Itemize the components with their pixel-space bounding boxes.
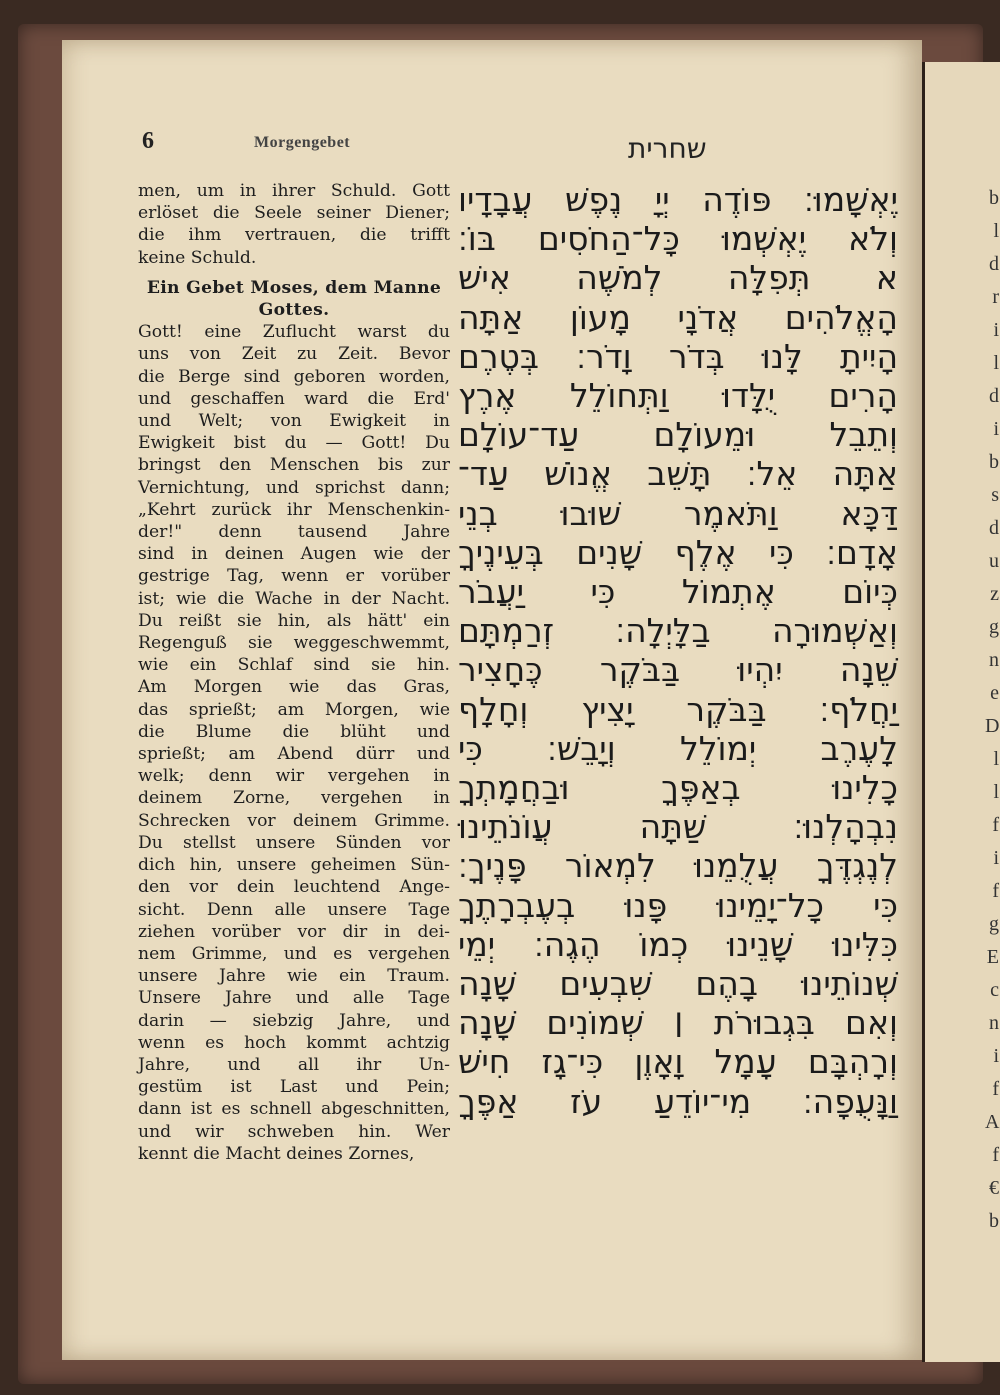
german-text-line: Du stellst unsere Sünden vor: [138, 832, 450, 853]
edge-letter: s: [991, 484, 999, 506]
german-text-line: unsere Jahre wie ein Traum.: [138, 966, 450, 987]
german-text-line: die Berge sind geboren worden,: [138, 366, 450, 387]
hebrew-text-line: וְרָהְבָּם עָמָל וָאָוֶן כִּי־גָז חִישׁ: [458, 1042, 898, 1082]
edge-letter: g: [989, 913, 999, 935]
hebrew-text-line: וְאִם בִּגְבוּרֹת ׀ שְׁמוֹנִים שָׁנָה: [458, 1003, 898, 1043]
hebrew-text-line: וַנָּעֻפָה׃ מִי־יוֹדֵעַ עֹז אַפֶּךָ: [458, 1081, 898, 1121]
hebrew-text-line: וְלֹא יֶאְשְׁמוּ כָּל־הַחֹסִים בּוֹ׃: [458, 219, 898, 259]
german-text-line: erlöset die Seele seiner Diener;: [138, 203, 450, 224]
german-text-line: Gott! eine Zuflucht warst du: [138, 322, 450, 343]
right-page-edge-text: [985, 182, 999, 1238]
edge-letter: g: [989, 616, 999, 638]
hebrew-running-head: שחרית: [628, 132, 707, 165]
hebrew-text-line: שֵׁנָה יִהְיוּ בַּבֹּקֶר כֶּחָצִיר: [458, 650, 898, 690]
hebrew-text-line: הָרִים יֻלָּדוּ וַתְּחוֹלֵל אֶרֶץ: [458, 376, 898, 416]
hebrew-text-line: הָאֱלֹהִים אֲדֹנָי מָעוֹן אַתָּה: [458, 297, 898, 337]
edge-letter: i: [993, 847, 999, 869]
hebrew-text-line: כָלִינוּ בְאַפֶּךָ וּבַחֲמָתְךָ: [458, 768, 898, 808]
hebrew-text-line: אַתָּה אֵל׃ תָּשֵׁב אֱנוֹשׁ עַד־: [458, 454, 898, 494]
german-text-line: sicht. Denn alle unsere Tage: [138, 899, 450, 920]
german-text-line: gestüm ist Last und Pein;: [138, 1077, 450, 1098]
edge-letter: b: [989, 451, 999, 473]
german-text-line: bringst den Menschen bis zur: [138, 455, 450, 476]
german-text-line: das sprießt; am Morgen, wie: [138, 699, 450, 720]
edge-letter: €: [989, 1177, 999, 1199]
hebrew-text-line: הָיִיתָ לָּנוּ בְּדֹר וָדֹר׃ בְּטֶרֶם: [458, 336, 898, 376]
german-text-line: dich hin, unsere geheimen Sün-: [138, 855, 450, 876]
hebrew-text-line: שְׁנוֹתֵינוּ בָהֶם שִׁבְעִים שָׁנָה: [458, 964, 898, 1004]
german-text-line: uns von Zeit zu Zeit. Bevor: [138, 344, 450, 365]
edge-letter: i: [993, 1045, 999, 1067]
german-text-line: die ihm vertrauen, die trifft: [138, 225, 450, 246]
german-text-line: und wir schweben hin. Wer: [138, 1121, 450, 1142]
edge-letter: i: [993, 418, 999, 440]
german-text-line: die Blume die blüht und: [138, 721, 450, 742]
edge-letter: f: [992, 880, 999, 902]
hebrew-text-line: לְנֶגְדֶּךָ עֲלֻמֵנוּ לִמְאוֹר פָּנֶיךָ׃: [458, 846, 898, 886]
edge-letter: l: [993, 748, 999, 770]
german-text-line: und geschaffen ward die Erd': [138, 388, 450, 409]
german-text-line: den vor dein leuchtend Ange-: [138, 877, 450, 898]
hebrew-text-line: יַחֲלֹף׃ בַּבֹּקֶר יָצִיץ וְחָלָף: [458, 689, 898, 729]
hebrew-text-line: כִּלִּינוּ שָׁנֵינוּ כְמוֹ הֶגֶה׃ יְמֵי: [458, 924, 898, 964]
hebrew-text-line: וְתֵבֵל וּמֵעוֹלָם עַד־עוֹלָם: [458, 415, 898, 455]
hebrew-column: [458, 180, 898, 1121]
german-text-line: Schrecken vor deinem Grimme.: [138, 810, 450, 831]
edge-letter: b: [989, 187, 999, 209]
german-text-line: wie ein Schlaf sind sie hin.: [138, 655, 450, 676]
edge-letter: e: [990, 682, 999, 704]
hebrew-text-line: כִּי כָל־יָמֵינוּ פָּנוּ בְעֶבְרָתֶךָ: [458, 885, 898, 925]
german-text-line: nem Grimme, und es vergehen: [138, 943, 450, 964]
edge-letter: u: [989, 550, 999, 572]
edge-letter: E: [986, 946, 999, 968]
german-text-line: keine Schuld.: [138, 247, 257, 268]
german-text-line: ist; wie die Wache in der Nacht.: [138, 588, 450, 609]
german-column: [138, 180, 450, 1165]
german-text-line: gestrige Tag, wenn er vorüber: [138, 566, 450, 587]
edge-letter: l: [993, 352, 999, 374]
hebrew-text-line: לָעֶרֶב יְמוֹלֵל וְיָבֵשׁ׃ כִּי: [458, 728, 898, 768]
edge-letter: f: [992, 1144, 999, 1166]
hebrew-text-line: נִבְהָלְנוּ׃ שַׁתָּה עֲוֹנֹתֵינוּ: [458, 807, 898, 847]
german-text-line: und Welt; von Ewigkeit in: [138, 411, 450, 432]
edge-letter: n: [989, 1012, 999, 1034]
hebrew-text-line: כְּיוֹם אֶתְמוֹל כִּי יַעֲבֹר: [458, 572, 898, 612]
german-text-line: Unsere Jahre und alle Tage: [138, 988, 450, 1009]
german-text-line: sind in deinen Augen wie der: [138, 544, 450, 565]
german-text-line: der!" denn tausend Jahre: [138, 522, 450, 543]
right-page-edge: [922, 62, 1000, 1362]
hebrew-text-line: יֶאְשָׁמוּ׃ פּוֹדֶה יְיָ נֶפֶשׁ עֲבָדָיו: [458, 180, 898, 219]
edge-letter: D: [985, 715, 1000, 737]
page-number: 6: [142, 128, 154, 154]
edge-letter: l: [993, 220, 999, 242]
edge-letter: d: [989, 517, 999, 539]
edge-letter: f: [992, 1078, 999, 1100]
german-text-line: Jahre, und all ihr Un-: [138, 1054, 450, 1075]
edge-letter: d: [989, 253, 999, 275]
german-text-line: ziehen vorüber vor dir in dei-: [138, 921, 450, 942]
hebrew-text-line: דַּכָּא וַתֹּאמֶר שׁוּבוּ בְנֵי: [458, 493, 898, 533]
psalm-heading: Ein Gebet Moses, dem Manne: [146, 277, 442, 298]
german-text-line: Regenguß sie weggeschwemmt,: [138, 633, 450, 654]
german-text-line: wenn es hoch kommt achtzig: [138, 1032, 450, 1053]
german-text-line: dann ist es schnell abgeschnitten,: [138, 1099, 450, 1120]
german-text-line: kennt die Macht deines Zornes,: [138, 1143, 415, 1164]
edge-letter: l: [993, 781, 999, 803]
german-text-line: darin — siebzig Jahre, und: [138, 1010, 450, 1031]
german-text-line: deinem Zorne, vergehen in: [138, 788, 450, 809]
german-text-line: Vernichtung, und sprichst dann;: [138, 477, 450, 498]
german-text-line: Ewigkeit bist du — Gott! Du: [138, 433, 450, 454]
psalm-heading: Gottes.: [258, 300, 330, 321]
german-text-line: Am Morgen wie das Gras,: [138, 677, 450, 698]
section-gap: [138, 269, 450, 277]
edge-letter: b: [989, 1210, 999, 1232]
hebrew-text-line: אָדָם׃ כִּי אֶלֶף שָׁנִים בְּעֵינֶיךָ: [458, 532, 898, 572]
edge-letter: A: [985, 1111, 1000, 1133]
german-text-line: Du reißt sie hin, als hätt' ein: [138, 610, 450, 631]
hebrew-text-line: א תְּפִלָּה לְמֹשֶׁה אִישׁ: [458, 258, 898, 298]
german-text-line: welk; denn wir vergehen in: [138, 766, 450, 787]
german-text-line: „Kehrt zurück ihr Menschenkin-: [138, 499, 450, 520]
edge-letter: f: [992, 814, 999, 836]
edge-letter: z: [990, 583, 999, 605]
running-head: Morgengebet: [254, 134, 351, 151]
hebrew-text-line: וְאַשְׁמוּרָה בַלָּיְלָה׃ זְרַמְתָּם: [458, 611, 898, 651]
edge-letter: r: [992, 286, 999, 308]
edge-letter: d: [989, 385, 999, 407]
german-text-line: sprießt; am Abend dürr und: [138, 744, 450, 765]
edge-letter: i: [993, 319, 999, 341]
german-text-line: men, um in ihrer Schuld. Gott: [138, 181, 450, 201]
edge-letter: n: [989, 649, 999, 671]
edge-letter: c: [990, 979, 999, 1001]
